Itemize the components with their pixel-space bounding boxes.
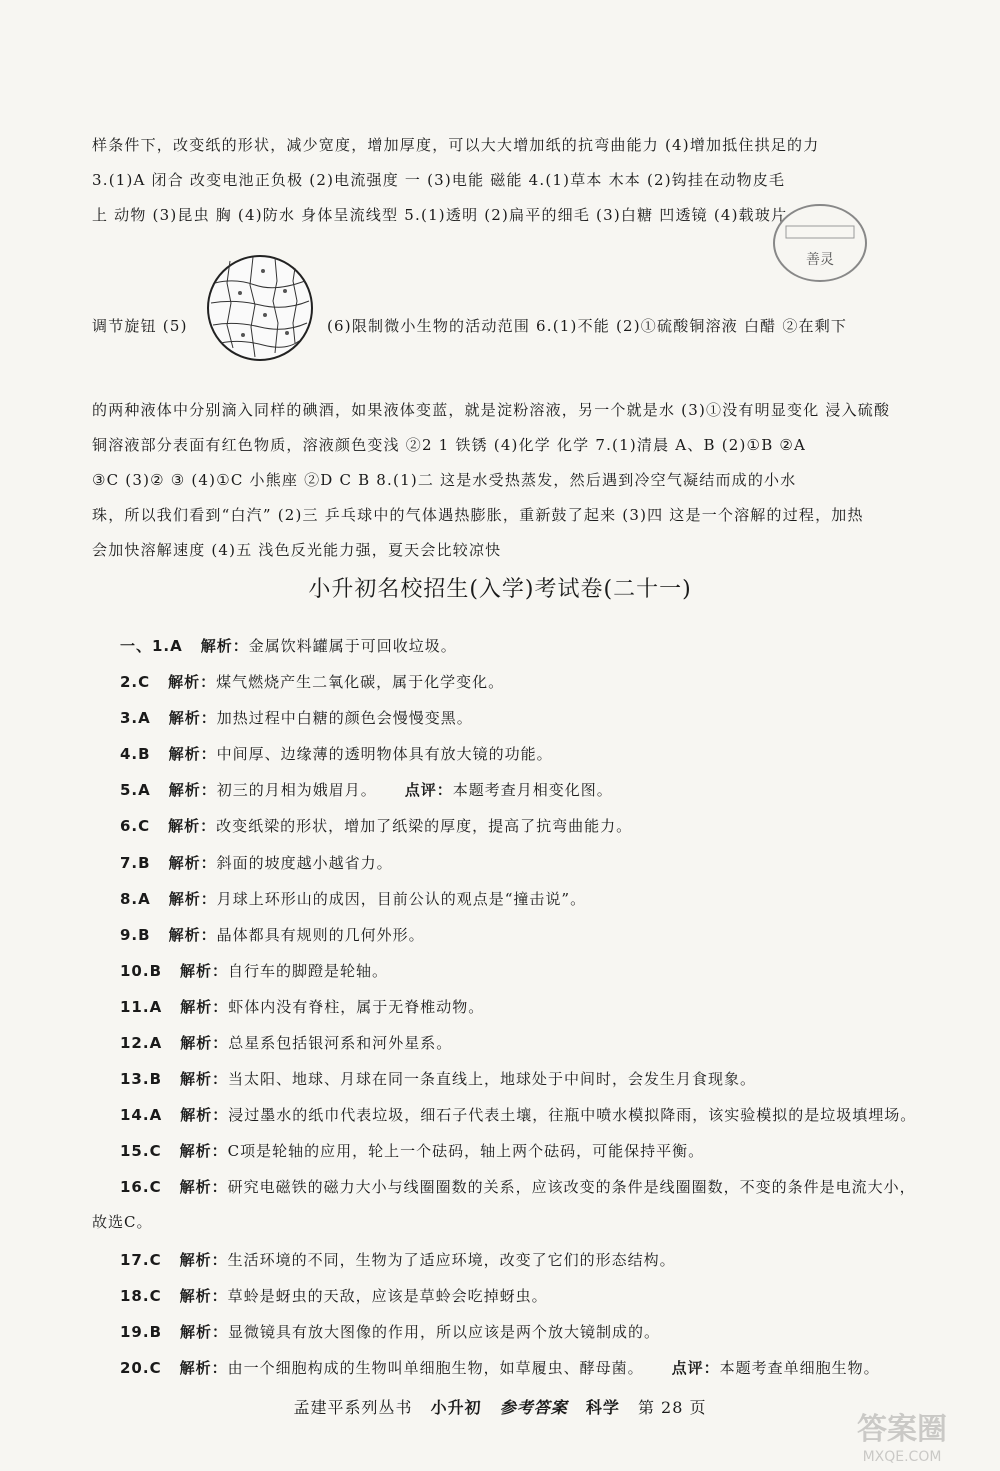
answer-number: 10.B [120, 961, 163, 980]
answer-row [120, 1242, 940, 1278]
analysis-text: 浸过墨水的纸巾代表垃圾，细石子代表土壤，往瓶中喷水模拟降雨，该实验模拟的是垃圾填埋场。 [228, 1106, 917, 1125]
analysis-text: 初三的月相为娥眉月。 [216, 781, 377, 800]
analysis-text: 金属饮料罐属于可回收垃圾。 [248, 637, 457, 655]
watermark-logo [812, 1397, 992, 1467]
answer-row [120, 953, 940, 989]
answer-number: 14.A [120, 1106, 163, 1125]
text-line-8: 珠，所以我们看到“白汽” (2)三 乒乓球中的气体遇热膨胀，重新鼓了起来 (3)四 这是一个溶解的过程，加热 [92, 506, 864, 524]
analysis-label: 解析： [179, 1250, 228, 1269]
analysis-text: 总星系包括银河系和河外星系。 [228, 1034, 453, 1053]
svg-text:MXQE.COM: MXQE.COM [862, 1449, 942, 1465]
text-line-3: 上 动物 (3)昆虫 胸 (4)防水 身体呈流线型 5.(1)透明 (2)扁平的细毛 (3)白糖 凹透镜 (4)载玻片 [92, 206, 788, 224]
text-line-9: 会加快溶解速度 (4)五 浅色反光能力强，夏天会比较凉快 [92, 541, 502, 559]
answer-number: 3.A [120, 709, 151, 728]
svg-text:答案圈: 答案圈 [857, 1412, 947, 1447]
comment-text: 本题考查单细胞生物。 [719, 1358, 880, 1377]
analysis-text: 当太阳、地球、月球在同一条直线上，地球处于中间时，会发生月食现象。 [228, 1070, 757, 1089]
answer-row [120, 1025, 940, 1061]
answer-number: 4.B [120, 745, 151, 764]
analysis-label: 解析： [179, 1142, 228, 1161]
stamp-text: 善灵 [806, 252, 834, 268]
answer-number: 12.A [120, 1034, 163, 1053]
analysis-label: 解析： [180, 997, 229, 1016]
text-line-5: 的两种液体中分别滴入同样的碘酒，如果液体变蓝，就是淀粉溶液，另一个就是水 (3)①没有明显变化 浸入硫酸 [92, 401, 891, 419]
answer-number: 18.C [120, 1286, 162, 1305]
analysis-label: 解析： [168, 925, 217, 944]
answer-row [120, 808, 940, 844]
answer-row [120, 881, 940, 917]
footer-subject: 科学 [585, 1398, 620, 1417]
text-line-4a: 调节旋钮 (5) [92, 317, 188, 335]
answer-number: 16.C [120, 1178, 162, 1197]
answer-row [120, 989, 940, 1025]
text-line-4b: (6)限制微小生物的活动范围 6.(1)不能 (2)①硫酸铜溶液 白醋 ②在剩下 [327, 317, 848, 335]
analysis-text: 中间厚、边缘薄的透明物体具有放大镜的功能。 [216, 745, 553, 764]
answer-number: 9.B [120, 925, 151, 944]
analysis-text: 草蛉是蚜虫的天敌，应该是草蛉会吃掉蚜虫。 [227, 1286, 548, 1305]
analysis-label: 解析： [179, 1286, 228, 1305]
answer-number: 13.B [120, 1070, 163, 1089]
footer-grade: 小升初 [430, 1398, 482, 1417]
text-line-1: 样条件下，改变纸的形状，减少宽度，增加厚度，可以大大增加纸的抗弯曲能力 (4)增加抵住拱足的力 [92, 136, 820, 154]
analysis-label: 解析： [180, 1034, 229, 1053]
analysis-label: 解析： [168, 673, 217, 692]
answer-number: 11.A [120, 997, 163, 1016]
analysis-label: 解析： [200, 637, 249, 655]
analysis-text: 改变纸梁的形状，增加了纸梁的厚度，提高了抗弯曲能力。 [216, 817, 633, 836]
answer-row [120, 1314, 940, 1350]
analysis-text: 月球上环形山的成因，目前公认的观点是“撞击说”。 [216, 889, 587, 908]
analysis-text: 虾体内没有脊柱，属于无脊椎动物。 [228, 997, 485, 1016]
section-title: 小升初名校招生(入学)考试卷(二十一) [308, 577, 692, 602]
answer-row [120, 772, 940, 808]
answer-row [120, 845, 940, 881]
analysis-label: 解析： [168, 745, 217, 764]
q16-continuation: 故选C。 [92, 1213, 153, 1231]
answer-number: 7.B [120, 853, 151, 872]
footer-kind: 参考答案 [499, 1398, 568, 1417]
analysis-label: 解析： [180, 1106, 229, 1125]
analysis-text: 煤气燃烧产生二氧化碳，属于化学变化。 [216, 673, 505, 692]
answer-number: 一、1.A [120, 637, 183, 655]
analysis-text: 自行车的脚蹬是轮轴。 [228, 961, 389, 980]
answer-number: 19.B [120, 1322, 163, 1341]
answer-number: 20.C [120, 1358, 162, 1377]
footer-series: 孟建平系列丛书 [293, 1398, 413, 1417]
footer-page: 第 28 页 [637, 1398, 707, 1417]
onion-cell-illustration [205, 253, 315, 363]
answer-row [120, 1061, 940, 1097]
answer-row [120, 1097, 940, 1133]
analysis-label: 解析： [168, 709, 217, 728]
answer-row [120, 1133, 940, 1169]
analysis-text: 由一个细胞构成的生物叫单细胞生物，如草履虫、酵母菌。 [227, 1358, 644, 1377]
analysis-text: 生活环境的不同，生物为了适应环境，改变了它们的形态结构。 [227, 1250, 676, 1269]
comment-label: 点评： [404, 781, 453, 800]
analysis-text: 研究电磁铁的磁力大小与线圈圈数的关系，应该改变的条件是线圈圈数，不变的条件是电流大小， [227, 1178, 916, 1197]
analysis-label: 解析： [168, 781, 217, 800]
answer-row [120, 664, 940, 700]
comment-label: 点评： [671, 1358, 720, 1377]
analysis-text: 显微镜具有放大图像的作用，所以应该是两个放大镜制成的。 [228, 1322, 661, 1341]
library-stamp [770, 200, 870, 286]
answer-row [120, 628, 940, 664]
analysis-text: 晶体都具有规则的几何外形。 [216, 925, 425, 944]
analysis-label: 解析： [179, 1178, 228, 1197]
analysis-label: 解析： [180, 1070, 229, 1089]
text-line-6: 铜溶液部分表面有红色物质，溶液颜色变浅 ②2 1 铁锈 (4)化学 化学 7.(1)清晨 A、B (2)①B ②A [92, 436, 807, 454]
answer-row [120, 1278, 940, 1314]
answer-list [120, 628, 940, 1386]
analysis-text: C项是轮轴的应用，轮上一个砝码，轴上两个砝码，可能保持平衡。 [227, 1142, 705, 1161]
answer-row [120, 700, 940, 736]
answer-row [120, 1350, 940, 1386]
text-line-2: 3.(1)A 闭合 改变电池正负极 (2)电流强度 一 (3)电能 磁能 4.(1)草本 木本 (2)钩挂在动物皮毛 [92, 171, 786, 189]
answer-number: 5.A [120, 781, 151, 800]
answer-number: 8.A [120, 889, 151, 908]
answer-row [120, 736, 940, 772]
analysis-label: 解析： [168, 853, 217, 872]
analysis-label: 解析： [168, 889, 217, 908]
analysis-label: 解析： [180, 1322, 229, 1341]
answer-row [120, 917, 940, 953]
comment-text: 本题考查月相变化图。 [452, 781, 613, 800]
analysis-label: 解析： [179, 1358, 228, 1377]
answer-number: 15.C [120, 1142, 162, 1161]
answer-row [120, 1169, 940, 1205]
text-line-7: ③C (3)② ③ (4)①C 小熊座 ②D C B 8.(1)二 这是水受热蒸发，然后遇到冷空气凝结而成的小水 [92, 471, 797, 489]
answer-number: 6.C [120, 817, 151, 836]
analysis-label: 解析： [168, 817, 217, 836]
answer-number: 2.C [120, 673, 151, 692]
answer-row [120, 1206, 940, 1242]
analysis-text: 加热过程中白糖的颜色会慢慢变黑。 [216, 709, 473, 728]
analysis-text: 斜面的坡度越小越省力。 [216, 853, 393, 872]
analysis-label: 解析： [180, 961, 229, 980]
answer-number: 17.C [120, 1250, 162, 1269]
